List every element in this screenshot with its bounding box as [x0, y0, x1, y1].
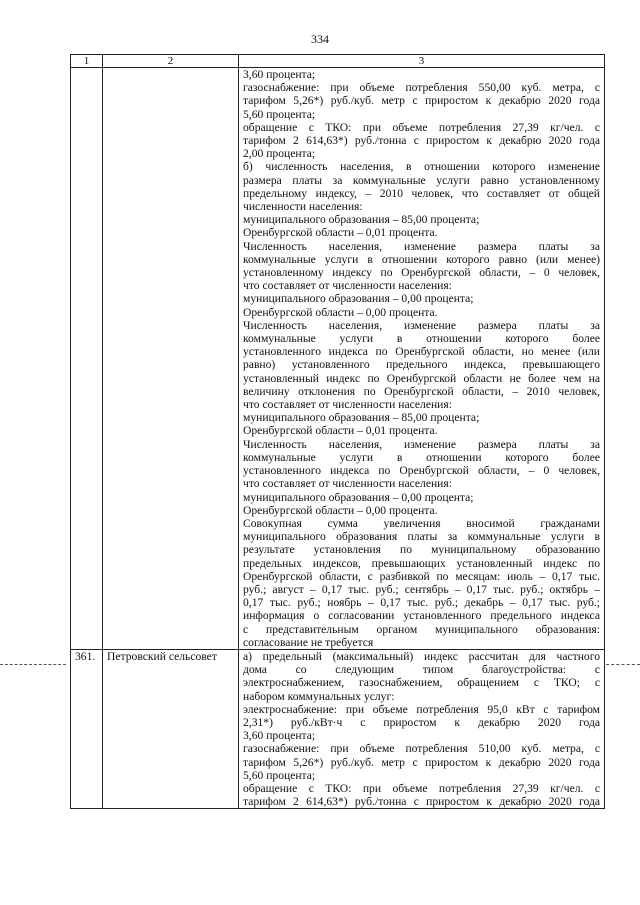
header-col-2: 2	[103, 55, 239, 68]
table-row-continued	[71, 68, 605, 650]
text-line: а) предельный (максимальный) индекс рассчитан для частного	[243, 649, 600, 663]
page-number: 334	[311, 32, 329, 46]
text-line: коммунальные услуги в отношении которого более	[243, 332, 600, 346]
text-line: муниципального образования платы за коммунальные услуги в	[243, 530, 600, 544]
text-line: результате установления по муниципальному образованию	[243, 543, 600, 557]
text-line: 5,60 процента;	[243, 107, 316, 121]
text-line: муниципального образования – 0,00 процента;	[243, 292, 474, 306]
scan-cut-line-left	[0, 664, 66, 665]
text-line: Совокупная сумма увеличения вносимой гражданами	[243, 516, 600, 530]
text-line: коммунальные услуги в отношении которого более	[243, 450, 600, 464]
description-cell	[239, 68, 605, 650]
text-line: установленному индексу по Оренбургской области, – 0 человек,	[243, 266, 600, 280]
text-line: размера платы за коммунальные услуги равно установленному	[243, 173, 600, 187]
text-line: газоснабжение: при объеме потребления 550,00 куб. метра, с	[243, 81, 600, 95]
text-line: 3,60 процента;	[243, 68, 316, 81]
text-line: муниципального образования – 85,00 процента;	[243, 213, 480, 227]
text-line: б) численность населения, в отношении которого изменение	[243, 160, 600, 174]
text-line: равно) установленного предельного индекса, превышающего	[243, 358, 600, 372]
text-line: коммунальные услуги в отношении которого равно (или менее)	[243, 252, 600, 266]
text-line: 3,60 процента;	[243, 729, 316, 743]
text-line: Оренбургской области – 0,01 процента.	[243, 424, 438, 438]
text-line: Оренбургской области – 0,00 процента.	[243, 305, 438, 319]
text-line: Численность населения, изменение размера платы за	[243, 239, 600, 253]
text-line: муниципального образования – 85,00 процента;	[243, 411, 480, 425]
text-line: электроснабжением, газоснабжением, обращением с ТКО; с	[243, 676, 600, 690]
text-line: величину отклонения по Оренбургской области, – 2010 человек,	[243, 384, 600, 398]
description-cell	[239, 649, 605, 808]
municipality-name-cell	[103, 68, 239, 650]
text-line: Численность населения, изменение размера платы за	[243, 437, 600, 451]
text-line: муниципального образования – 0,00 процента;	[243, 490, 474, 504]
document-table	[70, 54, 605, 809]
text-line: набором коммунальных услуг:	[243, 689, 395, 703]
table-row-361	[71, 649, 605, 808]
text-line: предельному индексу, – 2010 человек, что составляет от общей	[243, 186, 600, 200]
text-line: Оренбургской области, с разбивкой по месяцам: июль – 0,17 тыс.	[243, 569, 600, 583]
text-line: установленного индекса по Оренбургской области, но менее (или	[243, 345, 600, 359]
text-line: тарифом 2 614,63*) руб./тонна с приростом к декабрю 2020 года	[243, 134, 600, 148]
header-col-1: 1	[71, 55, 103, 68]
text-line: согласование не требуется	[243, 635, 374, 649]
text-line: что составляет от численности населения:	[243, 279, 452, 293]
header-col-3: 3	[239, 55, 605, 68]
text-line: электроснабжение: при объеме потребления 95,0 кВт с тарифом	[243, 702, 600, 716]
text-line: дома со следующим типом благоустройства: с	[243, 663, 600, 677]
text-line: с представительным органом муниципального образования:	[243, 622, 600, 636]
text-line: что составляет от численности населения:	[243, 477, 452, 491]
text-line: Оренбургской области – 0,00 процента.	[243, 503, 438, 517]
text-line: тарифом 5,26*) руб./куб. метр с приростом к декабрю 2020 года	[243, 755, 600, 769]
text-line: тарифом 2 614,63*) руб./тонна с приростом к декабрю 2020 года	[243, 795, 600, 809]
text-line: информация о согласовании установленного предельного индекса	[243, 609, 600, 623]
text-line: 5,60 процента;	[243, 768, 316, 782]
row-number-cell	[71, 68, 103, 650]
text-line: 0,17 тыс. руб.; ноябрь – 0,17 тыс. руб.; декабрь – 0,17 тыс. руб.;	[243, 596, 600, 610]
text-line: численности населения:	[243, 200, 363, 214]
text-line: обращение с ТКО: при объеме потребления 27,39 кг/чел. с	[243, 781, 600, 795]
text-line: 2,31*) руб./кВт·ч с приростом к декабрю 2020 года	[243, 715, 600, 729]
text-line: Численность населения, изменение размера платы за	[243, 318, 600, 332]
row-number-cell: 361.	[71, 649, 103, 808]
text-line: обращение с ТКО: при объеме потребления 27,39 кг/чел. с	[243, 120, 600, 134]
text-line: 2,00 процента;	[243, 147, 316, 161]
text-line: установленного индекса по Оренбургской области, – 0 человек,	[243, 464, 600, 478]
text-line: тарифом 5,26*) руб./куб. метр с приростом к декабрю 2020 года	[243, 94, 600, 108]
text-line: что составляет от численности населения:	[243, 398, 452, 412]
text-line: газоснабжение: при объеме потребления 510,00 куб. метра, с	[243, 742, 600, 756]
header-row	[71, 55, 605, 68]
municipality-name-cell: Петровский сельсовет	[103, 649, 239, 808]
scan-cut-line-right	[606, 664, 640, 665]
text-line: Оренбургской области – 0,01 процента.	[243, 226, 438, 240]
text-line: установленный индекс по Оренбургской области не более чем на	[243, 371, 600, 385]
text-line: руб.; август – 0,17 тыс. руб.; сентябрь – 0,17 тыс. руб.; октябрь –	[243, 582, 600, 596]
text-line: предельных индексов, превышающих установленный индекс по	[243, 556, 600, 570]
